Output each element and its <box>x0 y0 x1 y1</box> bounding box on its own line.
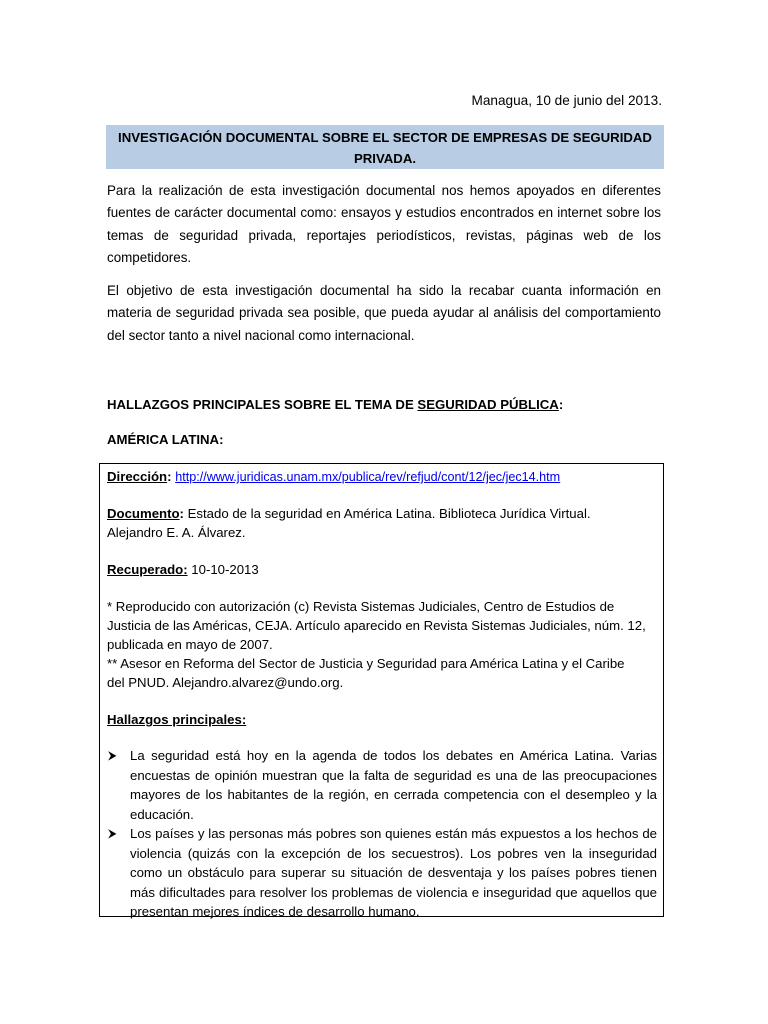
reference-box <box>99 463 664 917</box>
findings-list <box>107 746 657 922</box>
hallazgos-heading <box>107 710 655 729</box>
heading-prefix: HALLAZGOS PRINCIPALES SOBRE EL TEMA DE <box>107 397 418 412</box>
document-title <box>106 125 664 169</box>
documento-author: Alejandro E. A. Álvarez. <box>107 525 246 540</box>
list-item <box>107 824 657 922</box>
arrow-bullet-icon: ⮞ <box>108 748 117 762</box>
hallazgos-label: Hallazgos principales: <box>107 712 247 727</box>
list-item <box>107 746 657 824</box>
direccion-line: Dirección: http://www.juridicas.unam.mx/publica/rev/refjud/cont/12/jec/jec14.htm <box>107 469 561 484</box>
heading-topic: SEGURIDAD PÚBLICA <box>417 397 559 412</box>
documento-value: Estado de la seguridad en América Latina. Biblioteca Jurídica Virtual. <box>183 506 591 521</box>
note-1-line-3: publicada en mayo de 2007. <box>107 637 273 652</box>
objective-paragraph: El objetivo de esta investigación documental ha sido la recabar cuanta información en materia de seguridad privada sea posible, que pueda ayudar al análisis del comportamiento del sector tanto a nivel nacional como internacional. <box>107 283 661 343</box>
recuperado-line <box>107 560 655 579</box>
title-line-1: INVESTIGACIÓN DOCUMENTAL SOBRE EL SECTOR DE EMPRESAS DE SEGURIDAD <box>118 130 652 145</box>
finding-text: La seguridad está hoy en la agenda de todos los debates en América Latina. Varias encuestas de opinión muestran que la falta de seguridad es una de las preocupaciones mayores de los habitantes de la región, en cerrada competencia con el desempleo y la educación. <box>130 748 657 822</box>
finding-text: Los países y las personas más pobres son quienes están más expuestos a los hechos de violencia (quizás con la excepción de los secuestros). Los pobres ven la inseguridad como un obstáculo para superar su situación de desventaja y los países pobres tienen más dificultades para resolver los problemas de violencia e inseguridad que aquellos que presentan mejores índices de desarrollo humano. <box>130 826 657 919</box>
documento-line: Documento: Estado de la seguridad en América Latina. Biblioteca Jurídica Virtual. <box>107 506 591 521</box>
note-2-line-1: ** Asesor en Reforma del Sector de Justicia y Seguridad para América Latina y el Caribe <box>107 656 625 671</box>
intro-paragraph: Para la realización de esta investigación documental nos hemos apoyados en diferentes fuentes de carácter documental como: ensayos y estudios encontrados en internet sobre los temas de seguridad privada, reportajes periodísticos, revistas, páginas web de los competidores. <box>107 183 661 265</box>
heading-suffix: : <box>558 397 564 412</box>
region-heading: AMÉRICA LATINA: <box>107 432 224 447</box>
recuperado-label: Recuperado: <box>107 562 188 577</box>
title-line-2: PRIVADA. <box>353 151 417 166</box>
source-url-link[interactable]: http://www.juridicas.unam.mx/publica/rev/refjud/cont/12/jec/jec14.htm <box>175 470 561 484</box>
arrow-bullet-icon: ⮞ <box>108 826 117 840</box>
direccion-label: Dirección <box>107 469 168 484</box>
note-1-line-1: * Reproducido con autorización (c) Revista Sistemas Judiciales, Centro de Estudios de <box>107 599 615 614</box>
note-2-line-2: del PNUD. Alejandro.alvarez@undo.org. <box>107 675 344 690</box>
main-findings-heading <box>107 394 563 416</box>
recuperado-value: 10-10-2013 <box>187 562 259 577</box>
note-1-line-2: Justicia de las Américas, CEJA. Artículo aparecido en Revista Sistemas Judiciales, núm. 12, <box>107 618 646 633</box>
documento-label: Documento <box>107 506 180 521</box>
date-line: Managua, 10 de junio del 2013. <box>471 93 662 108</box>
